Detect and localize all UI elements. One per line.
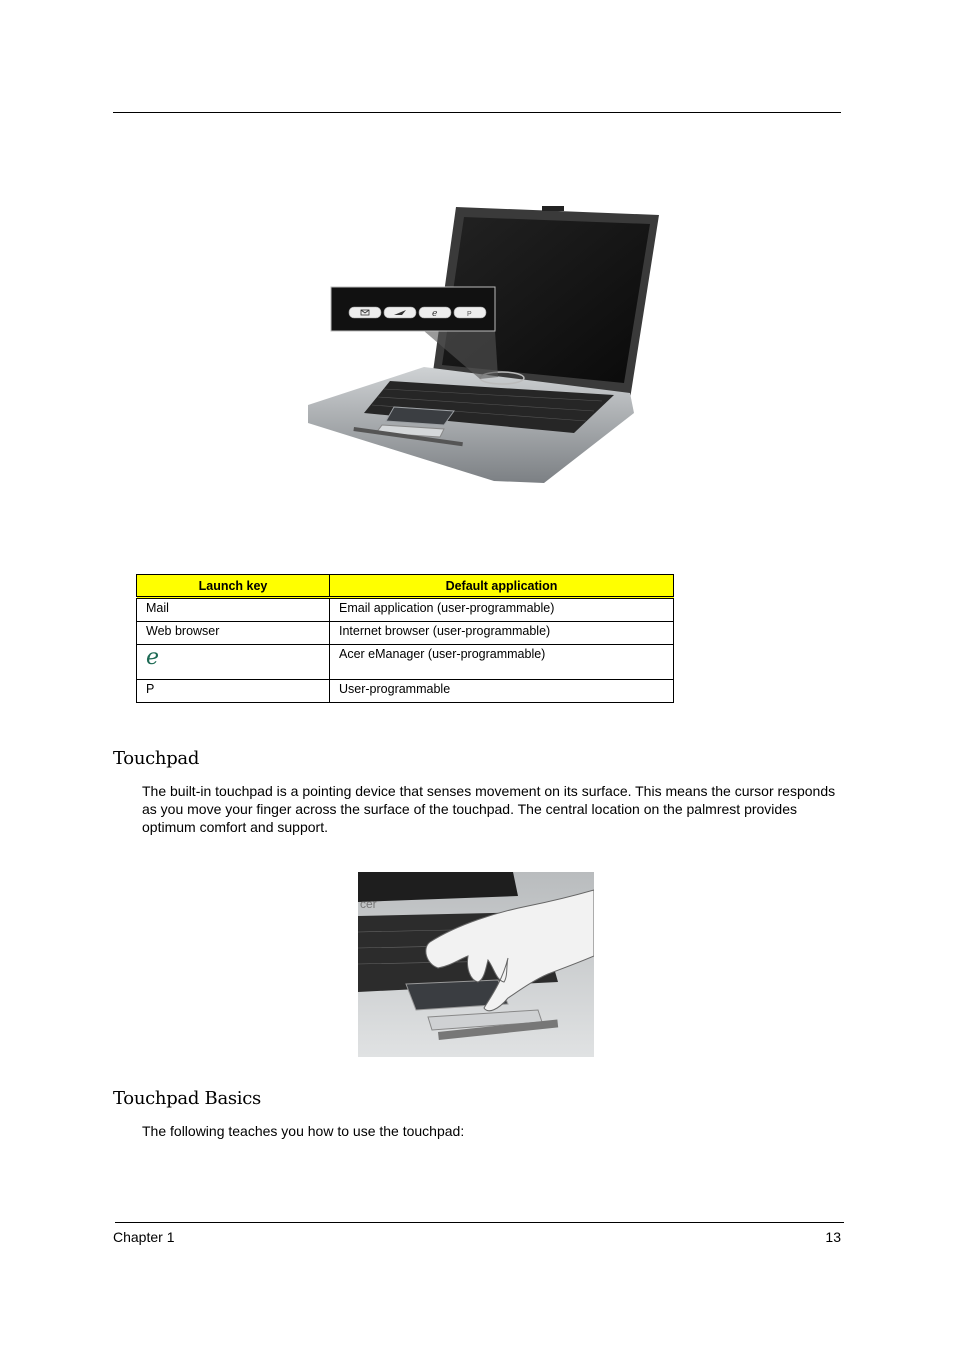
footer-rule [115, 1222, 844, 1223]
touchpad-basics-intro: The following teaches you how to use the touchpad: [142, 1123, 465, 1139]
table-row [137, 598, 674, 622]
default-application-cell: Internet browser (user-programmable) [330, 622, 674, 645]
section-heading-touchpad-basics: Touchpad Basics [113, 1088, 261, 1109]
footer-chapter: Chapter 1 [113, 1229, 175, 1245]
touchpad-description: The built-in touchpad is a pointing device that senses movement on its surface. This means the cursor responds as you move your finger across the surface of the touchpad. The central location on the palmrest provides optimum comfort and support. [142, 783, 836, 835]
hand-on-touchpad-figure [358, 872, 594, 1057]
p-key-icon: P [467, 311, 472, 318]
emanager-e-icon: e [432, 309, 438, 319]
section-heading-touchpad: Touchpad [113, 748, 200, 769]
table-row [137, 622, 674, 645]
laptop-launch-keys-figure [304, 203, 662, 488]
launch-key-cell: Web browser [137, 622, 330, 645]
table-row [137, 645, 674, 680]
footer-page-number: 13 [825, 1229, 841, 1245]
svg-text:cer: cer [360, 897, 377, 911]
launch-key-cell: P [137, 680, 330, 703]
emanager-e-icon: e [146, 645, 160, 670]
launch-key-table [136, 574, 674, 703]
table-header-row [137, 575, 674, 598]
launch-key-cell: Mail [137, 598, 330, 622]
table-row [137, 680, 674, 703]
col-header-default-application: Default application [330, 575, 674, 598]
default-application-cell: Acer eManager (user-programmable) [330, 645, 674, 680]
default-application-cell: User-programmable [330, 680, 674, 703]
header-rule [113, 112, 841, 113]
launch-key-cell [137, 645, 330, 680]
default-application-cell: Email application (user-programmable) [330, 598, 674, 622]
col-header-launch-key: Launch key [137, 575, 330, 598]
